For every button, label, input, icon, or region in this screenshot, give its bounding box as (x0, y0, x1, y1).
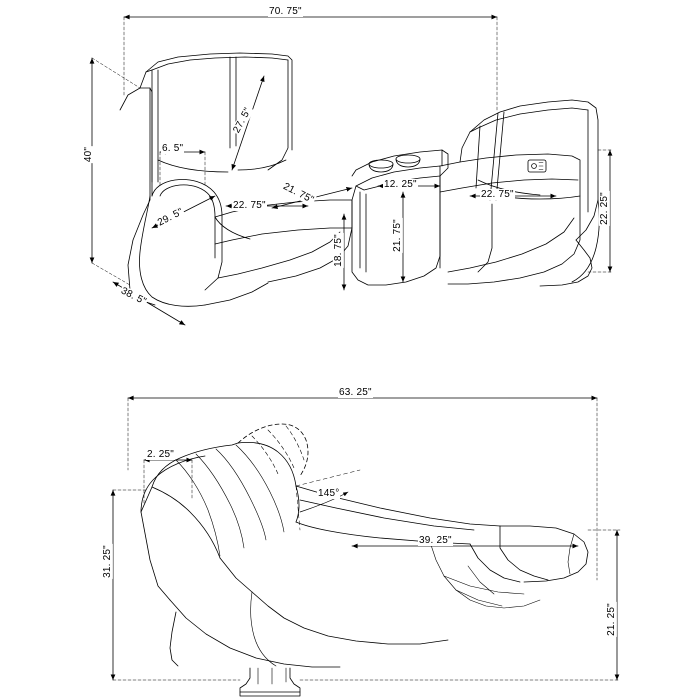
dimension-overall-width: 70. 75" (269, 6, 302, 17)
dimension-seat-depth-right: 22. 75" (481, 189, 514, 200)
dimension-backrest-height: 27. 5" (231, 105, 254, 136)
dimension-reclined-length: 63. 25" (339, 387, 372, 398)
dimension-overall-height: 40" (83, 146, 95, 163)
dimension-arm-depth: 29. 5" (155, 206, 186, 229)
dimension-armrest-width: 6. 5" (162, 143, 184, 154)
dimension-upright-height: 31. 25" (101, 545, 113, 578)
dimension-footrest-height: 21. 25" (605, 603, 617, 636)
dimension-overall-depth: 38. 5" (118, 285, 149, 308)
dimension-seat-width-left: 21. 75" (281, 181, 316, 206)
dimension-seat-height-front: 18. 75" (332, 234, 344, 267)
dimension-wall-clearance: 2. 25" (147, 449, 174, 460)
dimension-seat-to-footrest: 39. 25" (419, 535, 452, 546)
dimension-seat-back-height-right: 22. 25" (598, 192, 610, 225)
dimension-console-width: 12. 25" (384, 179, 417, 190)
dimension-recline-angle: 145° (318, 488, 340, 499)
dimension-console-height: 21. 75" (391, 219, 403, 252)
dimension-seat-depth-left: 22. 75" (233, 200, 266, 211)
